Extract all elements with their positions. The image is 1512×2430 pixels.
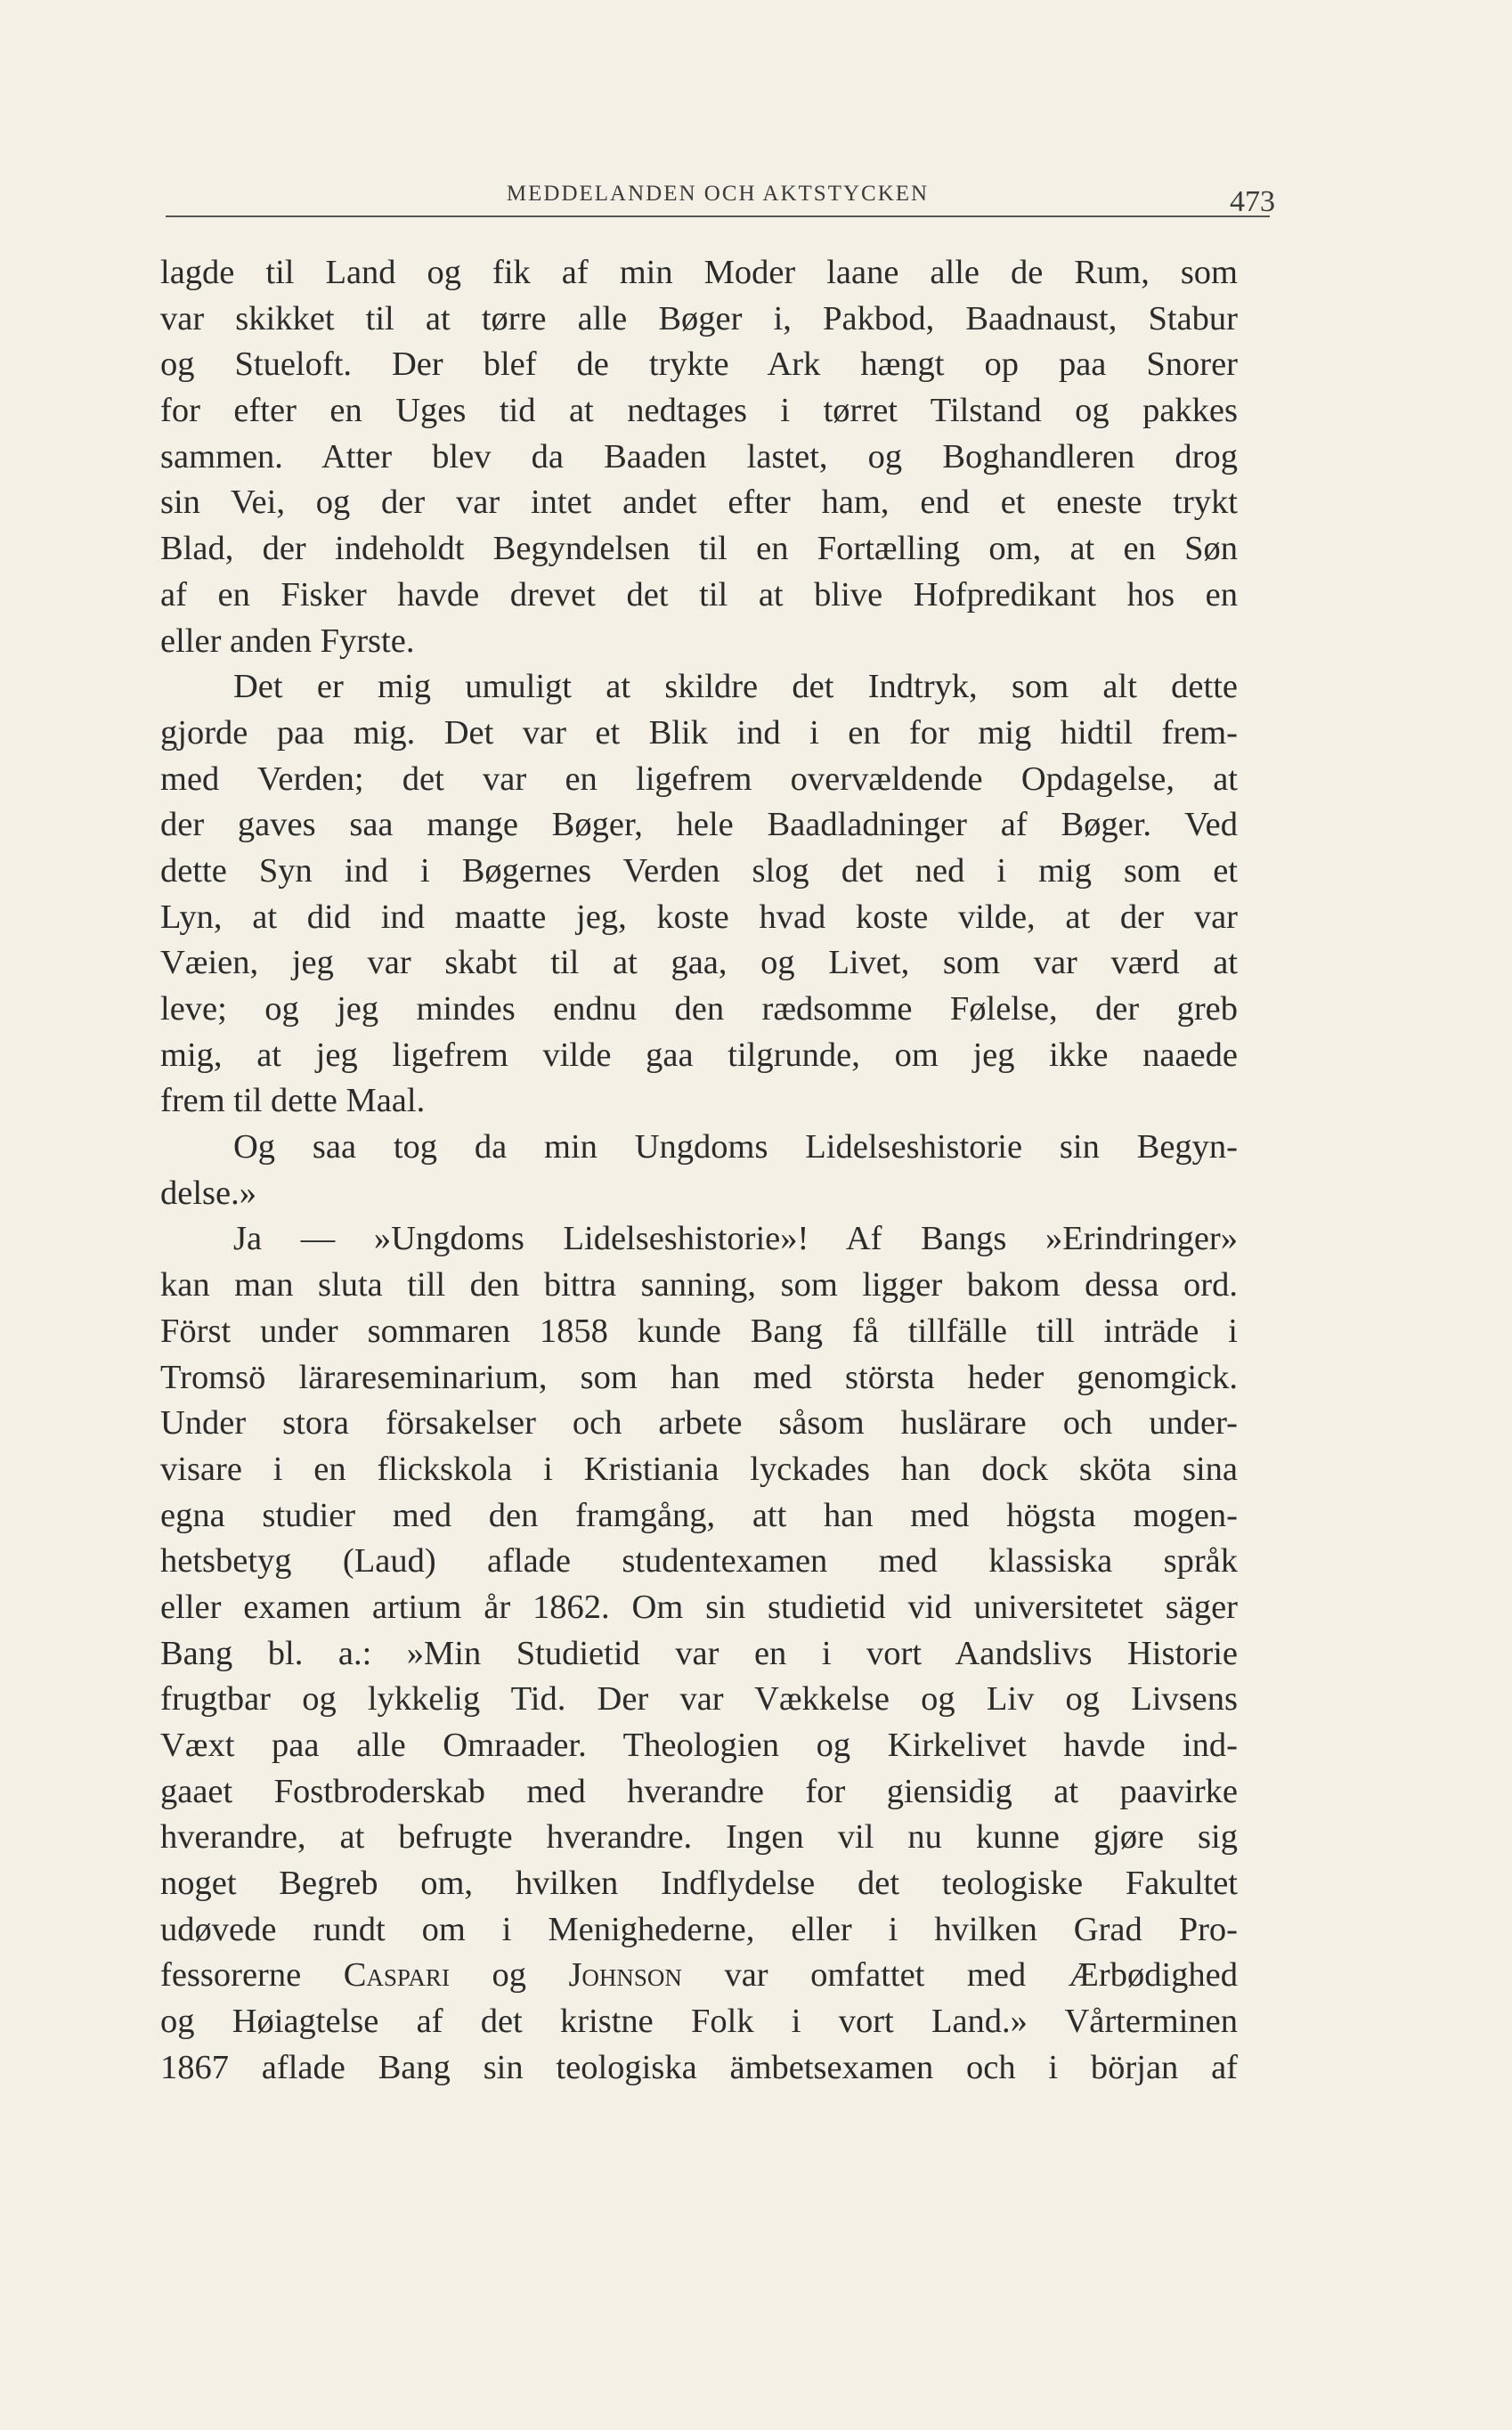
text-line: Det er mig umuligt at skildre det Indtryk, som alt dette — [233, 668, 1238, 706]
text-line: lagde til Land og fik af min Moder laane alle de Rum, som — [160, 254, 1238, 291]
text-line: visare i en flickskola i Kristiania lyckades han dock sköta sina — [160, 1450, 1238, 1488]
text-line: gaaet Fostbroderskab med hverandre for giensidig at paavirke — [160, 1772, 1238, 1810]
text-line: Lyn, at did ind maatte jeg, koste hvad koste vilde, at der var — [160, 898, 1238, 936]
text-line: Ja — »Ungdoms Lidelseshistorie»! Af Bangs »Erindringer» — [233, 1220, 1238, 1258]
page-number: 473 — [1230, 185, 1275, 218]
text-line: Væxt paa alle Omraader. Theologien og Kirkelivet havde ind- — [160, 1727, 1238, 1764]
text-line: kan man sluta till den bittra sanning, som ligger bakom dessa ord. — [160, 1266, 1238, 1304]
text-line: Væien, jeg var skabt til at gaa, og Livet, som var værd at — [160, 944, 1238, 982]
text-segment: var omfattet med Ærbødighed — [724, 1956, 1238, 1995]
text-line: og Stueloft. Der blef de trykte Ark hængt op paa Snorer — [160, 345, 1238, 384]
text-line: der gaves saa mange Bøger, hele Baadladninger af Bøger. Ved — [160, 806, 1238, 844]
text-segment: fessorerne — [160, 1956, 302, 1995]
text-line: udøvede rundt om i Menighederne, eller i hvilken Grad Pro- — [160, 1910, 1238, 1948]
running-header — [166, 176, 1275, 218]
text-line: Under stora försakelser och arbete såsom huslärare och under- — [160, 1404, 1238, 1443]
text-line: Blad, der indeholdt Begyndelsen til en Fortælling om, at en Søn — [160, 530, 1238, 568]
text-line: noget Begreb om, hvilken Indflydelse det teologiske Fakultet — [160, 1865, 1238, 1903]
text-line: eller anden Fyrste. — [160, 622, 415, 660]
text-line: sin Vei, og der var intet andet efter ham, end et eneste trykt — [160, 484, 1238, 522]
text-line-with-names — [160, 1953, 1238, 1999]
text-line: eller examen artium år 1862. Om sin studietid vid universitetet säger — [160, 1588, 1238, 1626]
text-line: 1867 aflade Bang sin teologiska ämbetsexamen och i början af — [160, 2048, 1238, 2086]
text-line: Bang bl. a.: »Min Studietid var en i vort Aandslivs Historie — [160, 1634, 1238, 1672]
header-rule — [166, 215, 1270, 217]
text-line: af en Fisker havde drevet det til at blive Hofpredikant hos en — [160, 575, 1238, 614]
person-name: Johnson — [568, 1956, 682, 1995]
person-name: Caspari — [343, 1956, 450, 1995]
text-line: frem til dette Maal. — [160, 1082, 426, 1120]
text-line: og Høiagtelse af det kristne Folk i vort Land.» Vårterminen — [160, 2003, 1238, 2041]
text-line: hverandre, at befrugte hverandre. Ingen vil nu kunne gjøre sig — [160, 1818, 1238, 1857]
text-line: gjorde paa mig. Det var et Blik ind i en for mig hidtil frem- — [160, 713, 1238, 752]
text-line: leve; og jeg mindes endnu den rædsomme Følelse, der greb — [160, 990, 1238, 1028]
text-line: hetsbetyg (Laud) aflade studentexamen med klassiska språk — [160, 1542, 1238, 1581]
text-line: for efter en Uges tid at nedtages i tørret Tilstand og pakkes — [160, 392, 1238, 430]
body-text — [160, 250, 1238, 2092]
header-title: MEDDELANDEN OCH AKTSTYCKEN — [506, 182, 930, 206]
text-line: sammen. Atter blev da Baaden lastet, og Boghandleren drog — [160, 437, 1238, 475]
text-line: Og saa tog da min Ungdoms Lidelseshistorie sin Begyn- — [233, 1128, 1238, 1166]
text-line: mig, at jeg ligefrem vilde gaa tilgrunde, om jeg ikke naaede — [160, 1036, 1238, 1074]
text-line: delse.» — [160, 1174, 256, 1212]
text-line: dette Syn ind i Bøgernes Verden slog det ned i mig som et — [160, 851, 1238, 890]
text-line: var skikket til at tørre alle Bøger i, Pakbod, Baadnaust, Stabur — [160, 299, 1238, 337]
text-line: Tromsö lärareseminarium, som han med största heder genomgick. — [160, 1358, 1238, 1396]
text-line: frugtbar og lykkelig Tid. Der var Vækkelse og Liv og Livsens — [160, 1680, 1238, 1719]
text-line: Först under sommaren 1858 kunde Bang få tillfälle till inträde i — [160, 1312, 1238, 1350]
text-segment: og — [492, 1956, 526, 1995]
text-line: egna studier med den framgång, att han med högsta mogen- — [160, 1496, 1238, 1534]
text-line: med Verden; det var en ligefrem overvældende Opdagelse, at — [160, 760, 1238, 798]
